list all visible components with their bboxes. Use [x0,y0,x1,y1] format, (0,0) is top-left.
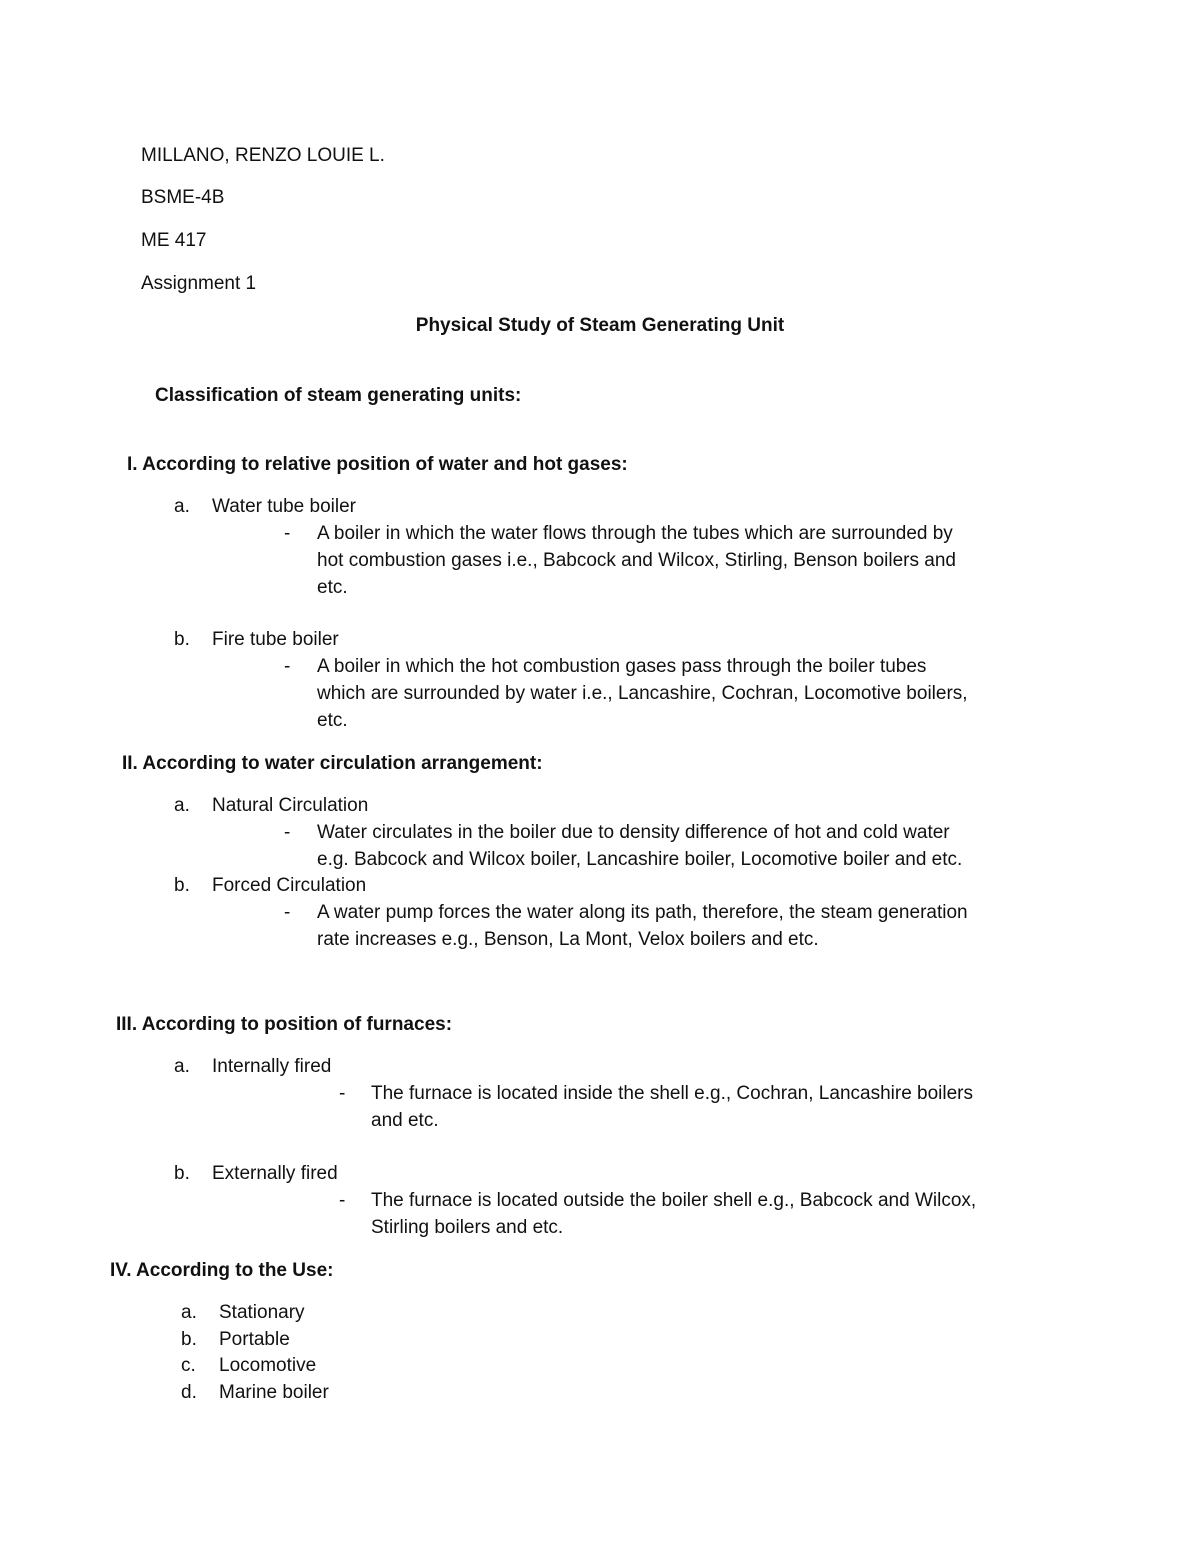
description-line: Water circulates in the boiler due to density difference of hot and cold water [317,822,950,843]
list-marker: d. [181,1382,197,1403]
list-item-label: Natural Circulation [212,795,369,816]
list-item-label: Fire tube boiler [212,629,339,650]
description-line: Stirling boilers and etc. [371,1217,564,1238]
description-line: etc. [317,710,348,731]
course-code: ME 417 [141,230,207,251]
list-item-label: Externally fired [212,1163,338,1184]
section-heading: IV. According to the Use: [110,1260,334,1281]
description-line: A boiler in which the water flows through the tubes which are surrounded by [317,523,953,544]
list-item-label: Stationary [219,1302,305,1323]
section-heading: II. According to water circulation arrangement: [122,753,543,774]
list-marker: b. [174,629,190,650]
list-item-label: Locomotive [219,1355,317,1376]
dash-bullet: - [284,902,291,923]
dash-bullet: - [284,656,291,677]
list-marker: a. [174,1056,190,1077]
student-section: BSME-4B [141,187,225,208]
document-title: Physical Study of Steam Generating Unit [415,315,785,336]
classification-heading: Classification of steam generating units: [155,385,522,406]
list-marker: c. [181,1355,196,1376]
dash-bullet: - [284,822,291,843]
list-marker: a. [174,496,190,517]
description-line: The furnace is located inside the shell e.g., Cochran, Lancashire boilers [371,1083,974,1104]
description-line: rate increases e.g., Benson, La Mont, Velox boilers and etc. [317,929,819,950]
description-line: hot combustion gases i.e., Babcock and Wilcox, Stirling, Benson boilers and [317,550,956,571]
list-item-label: Forced Circulation [212,875,367,896]
section-heading: III. According to position of furnaces: [116,1014,453,1035]
description-line: etc. [317,577,348,598]
description-line: The furnace is located outside the boiler shell e.g., Babcock and Wilcox, [371,1190,977,1211]
list-marker: a. [174,795,190,816]
dash-bullet: - [339,1083,346,1104]
dash-bullet: - [339,1190,346,1211]
description-line: and etc. [371,1110,439,1131]
list-marker: a. [181,1302,197,1323]
student-name: MILLANO, RENZO LOUIE L. [141,145,385,166]
dash-bullet: - [284,523,291,544]
list-item-label: Water tube boiler [212,496,356,517]
list-item-label: Marine boiler [219,1382,329,1403]
section-heading: I. According to relative position of water and hot gases: [127,454,628,475]
description-line: e.g. Babcock and Wilcox boiler, Lancashire boiler, Locomotive boiler and etc. [317,849,963,870]
assignment-label: Assignment 1 [141,273,257,294]
description-line: A water pump forces the water along its path, therefore, the steam generation [317,902,968,923]
description-line: A boiler in which the hot combustion gases pass through the boiler tubes [317,656,927,677]
description-line: which are surrounded by water i.e., Lancashire, Cochran, Locomotive boilers, [317,683,968,704]
list-marker: b. [174,875,190,896]
list-item-label: Portable [219,1329,290,1350]
list-marker: b. [174,1163,190,1184]
list-marker: b. [181,1329,197,1350]
list-item-label: Internally fired [212,1056,332,1077]
